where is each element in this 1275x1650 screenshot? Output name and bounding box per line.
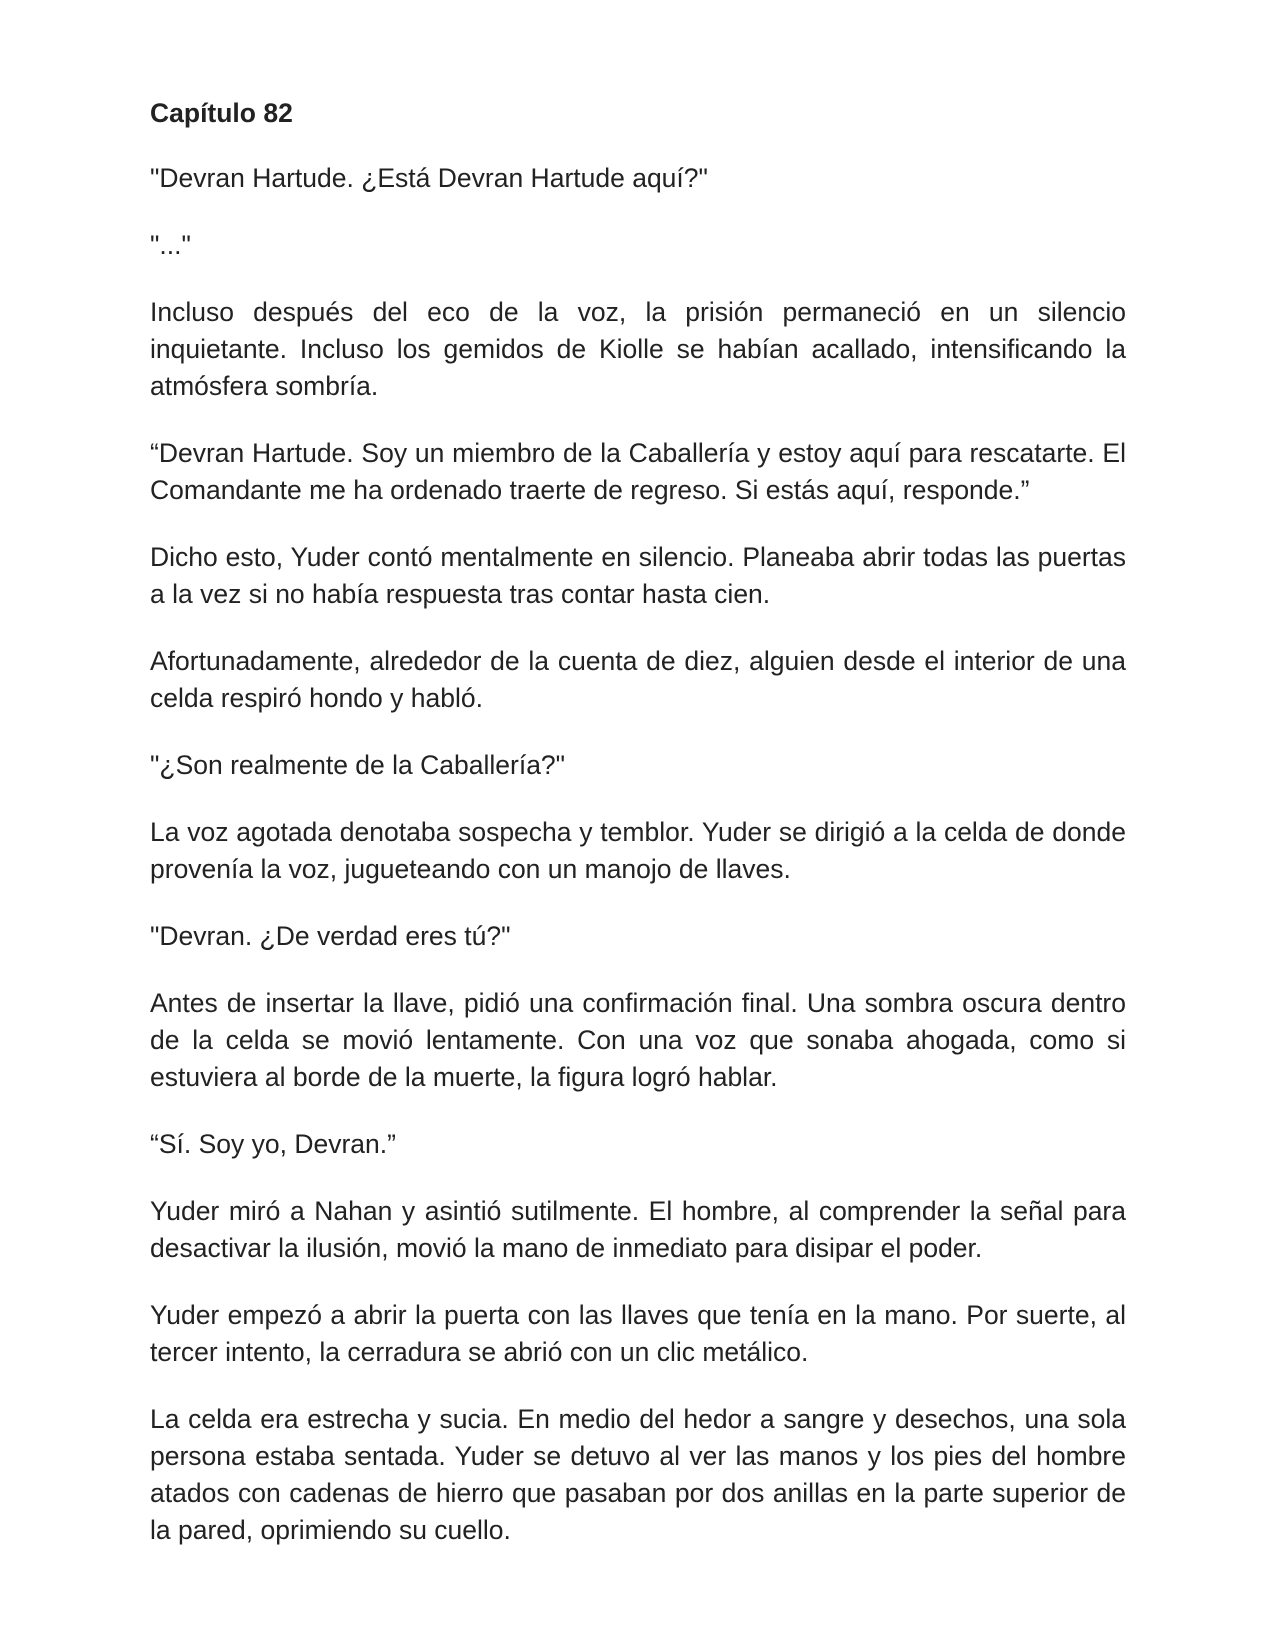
paragraph: “Devran Hartude. Soy un miembro de la Caballería y estoy aquí para rescatarte. El Comandante me ha ordenado traerte de regreso. Si estás aquí, responde.”: [150, 438, 1126, 505]
paragraph: "...": [150, 230, 191, 260]
paragraph: Afortunadamente, alrededor de la cuenta de diez, alguien desde el interior de una celda respiró hondo y habló.: [150, 646, 1126, 713]
paragraph: Incluso después del eco de la voz, la prisión permaneció en un silencio inquietante. Incluso los gemidos de Kiolle se habían acallado, intensificando la atmósfera sombría.: [150, 297, 1126, 401]
chapter-title: Capítulo 82: [150, 98, 293, 128]
paragraph: Antes de insertar la llave, pidió una confirmación final. Una sombra oscura dentro de la celda se movió lentamente. Con una voz que sonaba ahogada, como si estuviera al borde de la muerte, la figura logró hablar.: [150, 988, 1126, 1092]
paragraph: "Devran. ¿De verdad eres tú?": [150, 921, 511, 951]
paragraph: La voz agotada denotaba sospecha y temblor. Yuder se dirigió a la celda de donde provenía la voz, jugueteando con un manojo de llaves.: [150, 817, 1126, 884]
document-page: [150, 95, 1126, 1549]
paragraph: Dicho esto, Yuder contó mentalmente en silencio. Planeaba abrir todas las puertas a la vez si no había respuesta tras contar hasta cien.: [150, 542, 1126, 609]
paragraph: Yuder empezó a abrir la puerta con las llaves que tenía en la mano. Por suerte, al tercer intento, la cerradura se abrió con un clic metálico.: [150, 1300, 1126, 1367]
paragraph: "¿Son realmente de la Caballería?": [150, 750, 566, 780]
paragraph: Yuder miró a Nahan y asintió sutilmente. El hombre, al comprender la señal para desactivar la ilusión, movió la mano de inmediato para disipar el poder.: [150, 1196, 1126, 1263]
paragraph: "Devran Hartude. ¿Está Devran Hartude aquí?": [150, 163, 708, 193]
paragraph: “Sí. Soy yo, Devran.”: [150, 1129, 396, 1159]
paragraph: La celda era estrecha y sucia. En medio del hedor a sangre y desechos, una sola persona estaba sentada. Yuder se detuvo al ver las manos y los pies del hombre atados con cadenas de hierro que pasaban por dos anillas en la parte superior de la pared, oprimiendo su cuello.: [150, 1404, 1126, 1545]
